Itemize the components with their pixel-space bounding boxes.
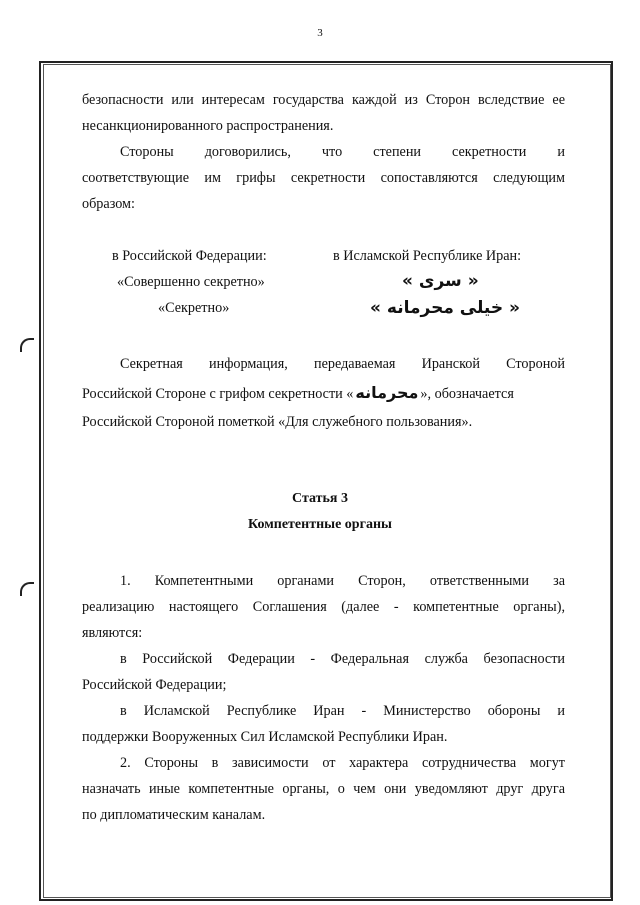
- margin-binding-mark: [20, 582, 34, 596]
- page-number: 3: [317, 27, 323, 39]
- paragraph-line: несанкционированного распространения.: [82, 118, 334, 134]
- paragraph-line: безопасности или интересам государства каждой из Сторон вследствие ее: [82, 92, 565, 108]
- paragraph-line: в Исламской Республике Иран - Министерство обороны и: [120, 703, 565, 719]
- paragraph-line: соответствующие им грифы секретности сопоставляются следующим: [82, 170, 565, 186]
- paragraph-text: Российской Стороне с грифом секретности «: [82, 386, 354, 402]
- persian-classification-mark: محرمانه: [355, 383, 419, 402]
- article-title: Компетентные органы: [248, 517, 392, 532]
- article-number: Статья 3: [292, 491, 348, 506]
- margin-binding-mark: [20, 338, 34, 352]
- paragraph-line: в Российской Федерации - Федеральная служба безопасности: [120, 651, 565, 667]
- classification-header-ir: в Исламской Республике Иран:: [333, 248, 522, 264]
- classification-ru-secret: «Секретно»: [158, 300, 230, 316]
- classification-ir-top-secret: « سری »: [402, 271, 479, 291]
- paragraph-line: 1. Компетентными органами Сторон, ответственными за: [120, 573, 565, 589]
- classification-ir-secret: « خیلی محرمانه »: [370, 298, 521, 318]
- paragraph-line: образом:: [82, 196, 135, 212]
- classification-ru-top-secret: «Совершенно секретно»: [117, 274, 265, 290]
- page-border-inner: [43, 64, 611, 898]
- paragraph-line: Российской Стороной пометкой «Для служебного пользования».: [82, 414, 473, 430]
- paragraph-line: Стороны договорились, что степени секретности и: [120, 144, 565, 160]
- paragraph-text: », обозначается: [420, 386, 514, 402]
- paragraph-line: Российской Федерации;: [82, 677, 227, 693]
- paragraph-line: назначать иные компетентные органы, о чем они уведомляют друг друга: [82, 781, 565, 797]
- classification-header-ru: в Российской Федерации:: [112, 248, 267, 264]
- paragraph-line: поддержки Вооруженных Сил Исламской Республики Иран.: [82, 729, 448, 745]
- paragraph-line: [82, 384, 565, 403]
- paragraph-line: реализацию настоящего Соглашения (далее - компетентные органы),: [82, 599, 565, 615]
- paragraph-line: Секретная информация, передаваемая Иранской Стороной: [120, 356, 565, 372]
- paragraph-line: по дипломатическим каналам.: [82, 807, 266, 823]
- paragraph-line: 2. Стороны в зависимости от характера сотрудничества могут: [120, 755, 565, 771]
- paragraph-line: являются:: [82, 625, 143, 641]
